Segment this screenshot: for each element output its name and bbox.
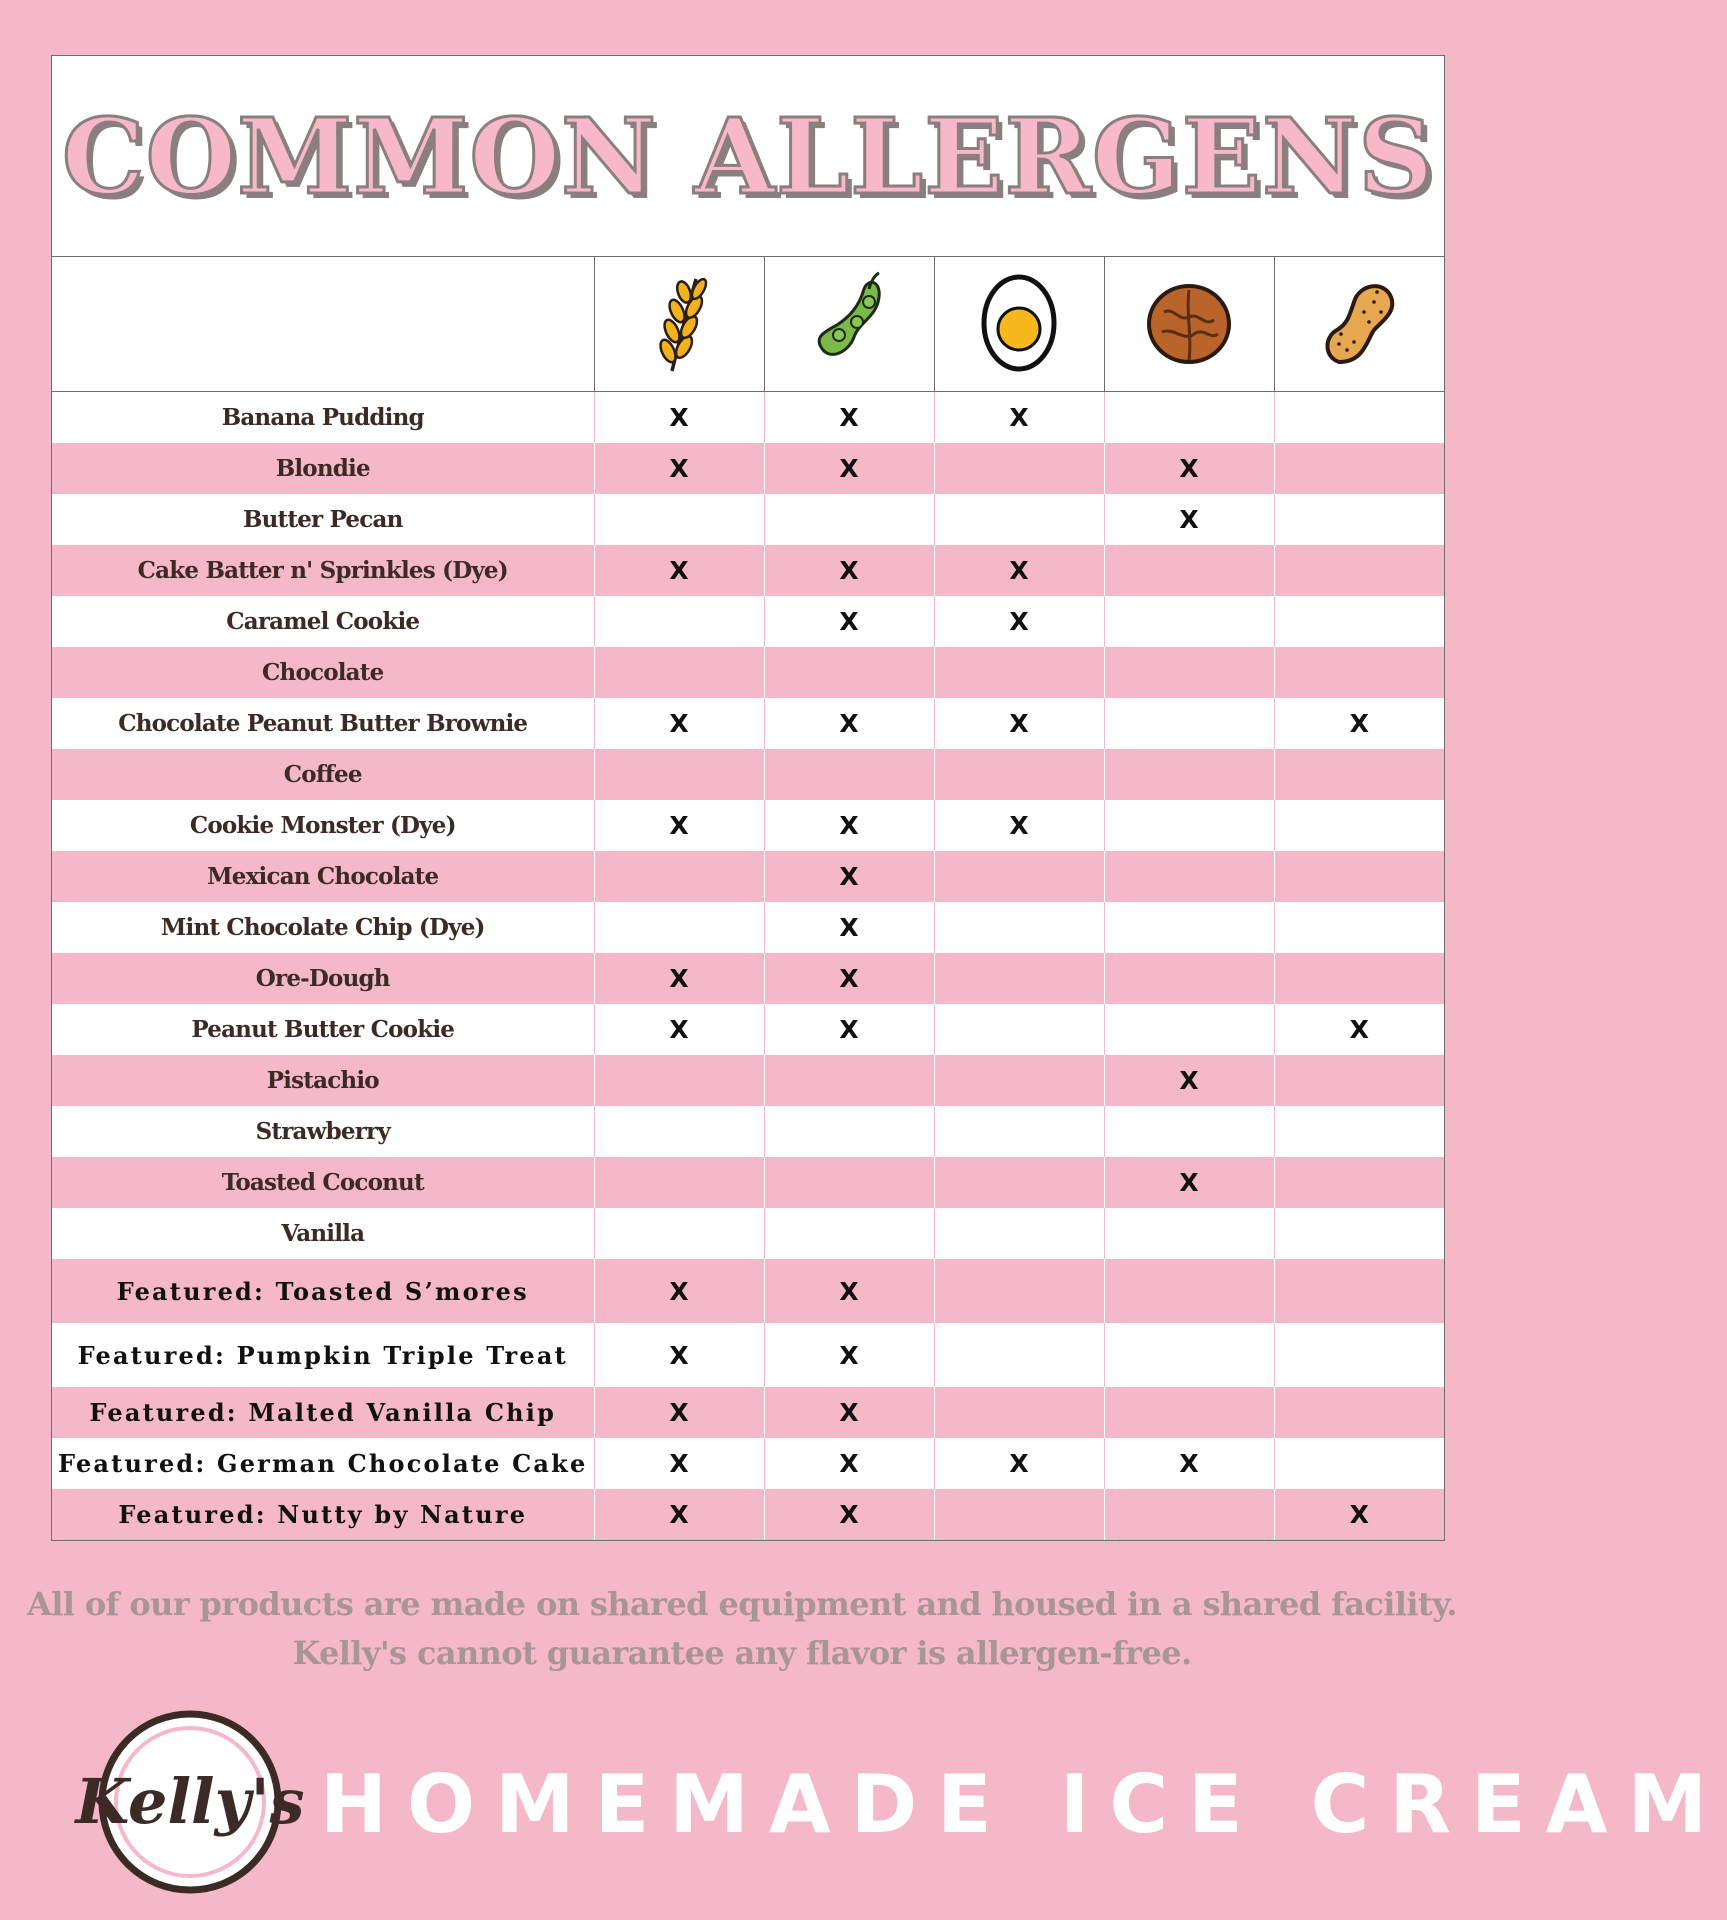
allergen-mark: X — [669, 811, 689, 840]
wheat-cell — [594, 851, 764, 902]
egg-cell — [934, 443, 1104, 494]
soy-cell — [764, 1323, 934, 1387]
allergen-mark: X — [669, 964, 689, 993]
tree-nut-cell — [1104, 1004, 1274, 1055]
allergen-mark: X — [1179, 1066, 1199, 1095]
tree-nut-cell — [1104, 494, 1274, 545]
flavor-row — [52, 443, 1444, 494]
soy-cell — [764, 1387, 934, 1438]
peanut-cell — [1274, 1055, 1444, 1106]
soy-cell — [764, 545, 934, 596]
flavor-row — [52, 1004, 1444, 1055]
tree-nut-cell — [1104, 392, 1274, 444]
flavor-name: Cake Batter n' Sprinkles (Dye) — [52, 545, 594, 596]
tree-nut-cell — [1104, 1106, 1274, 1157]
flavor-row — [52, 392, 1444, 444]
egg-column-header — [934, 257, 1104, 392]
egg-cell — [934, 1208, 1104, 1259]
logo-text: Kelly's — [75, 1765, 305, 1838]
egg-cell — [934, 392, 1104, 444]
tree-nut-cell — [1104, 1259, 1274, 1323]
flavor-name: Ore-Dough — [52, 953, 594, 1004]
flavor-name: Vanilla — [52, 1208, 594, 1259]
allergen-mark: X — [839, 1449, 859, 1478]
allergen-mark: X — [839, 1398, 859, 1427]
allergen-mark: X — [1349, 709, 1369, 738]
tree-nut-cell — [1104, 443, 1274, 494]
wheat-cell — [594, 1438, 764, 1489]
tree-nut-cell — [1104, 902, 1274, 953]
allergen-mark: X — [1009, 607, 1029, 636]
tree-nut-cell — [1104, 1157, 1274, 1208]
wheat-cell — [594, 545, 764, 596]
soy-cell — [764, 494, 934, 545]
tree-nut-cell — [1104, 1489, 1274, 1540]
egg-cell — [934, 1489, 1104, 1540]
flavor-row — [52, 647, 1444, 698]
allergen-mark: X — [669, 403, 689, 432]
tree-nut-cell — [1104, 596, 1274, 647]
allergen-mark: X — [669, 1398, 689, 1427]
soy-cell — [764, 1489, 934, 1540]
flavor-name: Mexican Chocolate — [52, 851, 594, 902]
flavor-row — [52, 851, 1444, 902]
allergen-mark: X — [1009, 811, 1029, 840]
wheat-cell — [594, 596, 764, 647]
allergen-mark: X — [1349, 1015, 1369, 1044]
soy-cell — [764, 1157, 934, 1208]
wheat-cell — [594, 1489, 764, 1540]
egg-cell — [934, 1157, 1104, 1208]
flavor-row — [52, 953, 1444, 1004]
tree-nut-cell — [1104, 698, 1274, 749]
wheat-cell — [594, 392, 764, 444]
peanut-cell — [1274, 1106, 1444, 1157]
flavor-name: Blondie — [52, 443, 594, 494]
soy-cell — [764, 1438, 934, 1489]
peanut-cell — [1274, 1259, 1444, 1323]
soy-column-header — [764, 257, 934, 392]
allergen-mark: X — [839, 1500, 859, 1529]
allergen-mark: X — [1009, 709, 1029, 738]
tree-nut-cell — [1104, 1208, 1274, 1259]
allergen-icon-row — [52, 257, 1444, 392]
soy-cell — [764, 1004, 934, 1055]
allergen-mark: X — [839, 811, 859, 840]
wheat-cell — [594, 800, 764, 851]
peanut-cell — [1274, 800, 1444, 851]
allergen-mark: X — [669, 1340, 689, 1370]
flavor-row — [52, 1489, 1444, 1540]
wheat-column-header — [594, 257, 764, 392]
flavor-row — [52, 1323, 1444, 1387]
flavor-row — [52, 494, 1444, 545]
tree-nut-icon — [1144, 272, 1234, 372]
allergen-mark: X — [669, 1015, 689, 1044]
flavor-row — [52, 1208, 1444, 1259]
peanut-cell — [1274, 443, 1444, 494]
allergen-mark: X — [839, 454, 859, 483]
egg-cell — [934, 902, 1104, 953]
flavor-name: Featured: German Chocolate Cake — [52, 1438, 594, 1489]
tree-nut-cell — [1104, 749, 1274, 800]
page-title: COMMON ALLERGENS — [61, 94, 1435, 218]
tree-nut-cell — [1104, 851, 1274, 902]
flavor-name: Featured: Toasted S’mores — [52, 1259, 594, 1323]
soy-cell — [764, 953, 934, 1004]
wheat-cell — [594, 902, 764, 953]
wheat-cell — [594, 1157, 764, 1208]
flavor-name: Mint Chocolate Chip (Dye) — [52, 902, 594, 953]
soy-cell — [764, 392, 934, 444]
allergen-mark: X — [669, 556, 689, 585]
peanut-cell — [1274, 1489, 1444, 1540]
soy-cell — [764, 647, 934, 698]
allergen-mark: X — [1179, 1449, 1199, 1478]
flavor-row — [52, 749, 1444, 800]
flavor-row — [52, 596, 1444, 647]
flavor-row — [52, 800, 1444, 851]
allergen-mark: X — [669, 709, 689, 738]
flavor-name: Featured: Nutty by Nature — [52, 1489, 594, 1540]
tree-nut-cell — [1104, 800, 1274, 851]
egg-cell — [934, 1438, 1104, 1489]
disclaimer-line-2: Kelly's cannot guarantee any flavor is allergen-free. — [292, 1634, 1192, 1672]
soy-cell — [764, 443, 934, 494]
egg-cell — [934, 1259, 1104, 1323]
flavor-name: Coffee — [52, 749, 594, 800]
peanut-cell — [1274, 392, 1444, 444]
flavor-row — [52, 545, 1444, 596]
egg-cell — [934, 545, 1104, 596]
allergen-mark: X — [839, 964, 859, 993]
flavor-row — [52, 1438, 1444, 1489]
flavor-row — [52, 1106, 1444, 1157]
allergen-mark: X — [839, 913, 859, 942]
peanut-cell — [1274, 1157, 1444, 1208]
flavor-name: Peanut Butter Cookie — [52, 1004, 594, 1055]
allergen-disclaimer — [0, 1580, 1484, 1678]
allergen-mark: X — [839, 607, 859, 636]
wheat-cell — [594, 1323, 764, 1387]
allergen-mark: X — [839, 709, 859, 738]
flavor-row — [52, 1387, 1444, 1438]
tree-nut-cell — [1104, 1438, 1274, 1489]
flavor-name: Cookie Monster (Dye) — [52, 800, 594, 851]
peanut-cell — [1274, 1323, 1444, 1387]
peanut-cell — [1274, 647, 1444, 698]
peanut-cell — [1274, 953, 1444, 1004]
peanut-cell — [1274, 494, 1444, 545]
allergen-mark: X — [839, 1340, 859, 1370]
tree-nut-cell — [1104, 647, 1274, 698]
flavor-name: Butter Pecan — [52, 494, 594, 545]
wheat-icon — [644, 267, 714, 377]
peanut-cell — [1274, 1387, 1444, 1438]
egg-cell — [934, 698, 1104, 749]
allergen-mark: X — [669, 1276, 689, 1306]
soy-cell — [764, 902, 934, 953]
flavor-name: Featured: Pumpkin Triple Treat — [52, 1323, 594, 1387]
egg-cell — [934, 1323, 1104, 1387]
peanut-column-header — [1274, 257, 1444, 392]
allergen-mark: X — [1009, 403, 1029, 432]
soy-cell — [764, 698, 934, 749]
egg-icon — [979, 267, 1059, 377]
egg-cell — [934, 749, 1104, 800]
wheat-cell — [594, 1208, 764, 1259]
flavor-name: Caramel Cookie — [52, 596, 594, 647]
allergen-table — [52, 257, 1444, 1540]
soy-cell — [764, 851, 934, 902]
allergen-mark: X — [1009, 1449, 1029, 1478]
tree-nut-cell — [1104, 953, 1274, 1004]
allergen-mark: X — [839, 1015, 859, 1044]
wheat-cell — [594, 443, 764, 494]
allergen-mark: X — [839, 556, 859, 585]
allergen-mark: X — [669, 1500, 689, 1529]
flavor-name: Toasted Coconut — [52, 1157, 594, 1208]
allergen-mark: X — [669, 454, 689, 483]
peanut-cell — [1274, 749, 1444, 800]
title-box — [52, 56, 1444, 257]
wheat-cell — [594, 1055, 764, 1106]
wheat-cell — [594, 1106, 764, 1157]
wheat-cell — [594, 698, 764, 749]
peanut-cell — [1274, 545, 1444, 596]
egg-cell — [934, 647, 1104, 698]
soy-cell — [764, 800, 934, 851]
peanut-cell — [1274, 698, 1444, 749]
brand-tagline: HOMEMADE ICE CREAM — [320, 1758, 1727, 1851]
allergen-chart — [51, 55, 1445, 1541]
allergen-mark: X — [1179, 454, 1199, 483]
soy-cell — [764, 1055, 934, 1106]
kellys-logo — [72, 1705, 312, 1900]
soy-cell — [764, 596, 934, 647]
tree-nut-cell — [1104, 1387, 1274, 1438]
wheat-cell — [594, 749, 764, 800]
egg-cell — [934, 1004, 1104, 1055]
wheat-cell — [594, 1387, 764, 1438]
wheat-cell — [594, 1259, 764, 1323]
peanut-cell — [1274, 902, 1444, 953]
egg-cell — [934, 1055, 1104, 1106]
tree-nut-column-header — [1104, 257, 1274, 392]
peanut-cell — [1274, 851, 1444, 902]
flavor-name: Featured: Malted Vanilla Chip — [52, 1387, 594, 1438]
flavor-row — [52, 1157, 1444, 1208]
allergen-mark: X — [839, 862, 859, 891]
peanut-icon — [1319, 272, 1399, 372]
tree-nut-cell — [1104, 1323, 1274, 1387]
egg-cell — [934, 851, 1104, 902]
peanut-cell — [1274, 596, 1444, 647]
flavor-row — [52, 1055, 1444, 1106]
flavor-name: Strawberry — [52, 1106, 594, 1157]
wheat-cell — [594, 1004, 764, 1055]
tree-nut-cell — [1104, 1055, 1274, 1106]
flavor-name: Chocolate — [52, 647, 594, 698]
soy-icon — [809, 267, 889, 377]
blank-header-cell — [52, 257, 594, 392]
soy-cell — [764, 749, 934, 800]
disclaimer-line-1: All of our products are made on shared equipment and housed in a shared facility. — [27, 1585, 1457, 1623]
wheat-cell — [594, 953, 764, 1004]
flavor-row — [52, 698, 1444, 749]
flavor-name: Pistachio — [52, 1055, 594, 1106]
soy-cell — [764, 1106, 934, 1157]
allergen-mark: X — [839, 403, 859, 432]
egg-cell — [934, 1387, 1104, 1438]
allergen-mark: X — [1009, 556, 1029, 585]
flavor-row — [52, 902, 1444, 953]
flavor-name: Chocolate Peanut Butter Brownie — [52, 698, 594, 749]
soy-cell — [764, 1259, 934, 1323]
peanut-cell — [1274, 1208, 1444, 1259]
egg-cell — [934, 596, 1104, 647]
allergen-mark: X — [839, 1276, 859, 1306]
allergen-mark: X — [669, 1449, 689, 1478]
soy-cell — [764, 1208, 934, 1259]
allergen-mark: X — [1179, 1168, 1199, 1197]
flavor-name: Banana Pudding — [52, 392, 594, 444]
peanut-cell — [1274, 1438, 1444, 1489]
allergen-mark: X — [1179, 505, 1199, 534]
egg-cell — [934, 800, 1104, 851]
flavor-row — [52, 1259, 1444, 1323]
tree-nut-cell — [1104, 545, 1274, 596]
wheat-cell — [594, 494, 764, 545]
allergen-mark: X — [1349, 1500, 1369, 1529]
egg-cell — [934, 1106, 1104, 1157]
egg-cell — [934, 494, 1104, 545]
egg-cell — [934, 953, 1104, 1004]
wheat-cell — [594, 647, 764, 698]
peanut-cell — [1274, 1004, 1444, 1055]
